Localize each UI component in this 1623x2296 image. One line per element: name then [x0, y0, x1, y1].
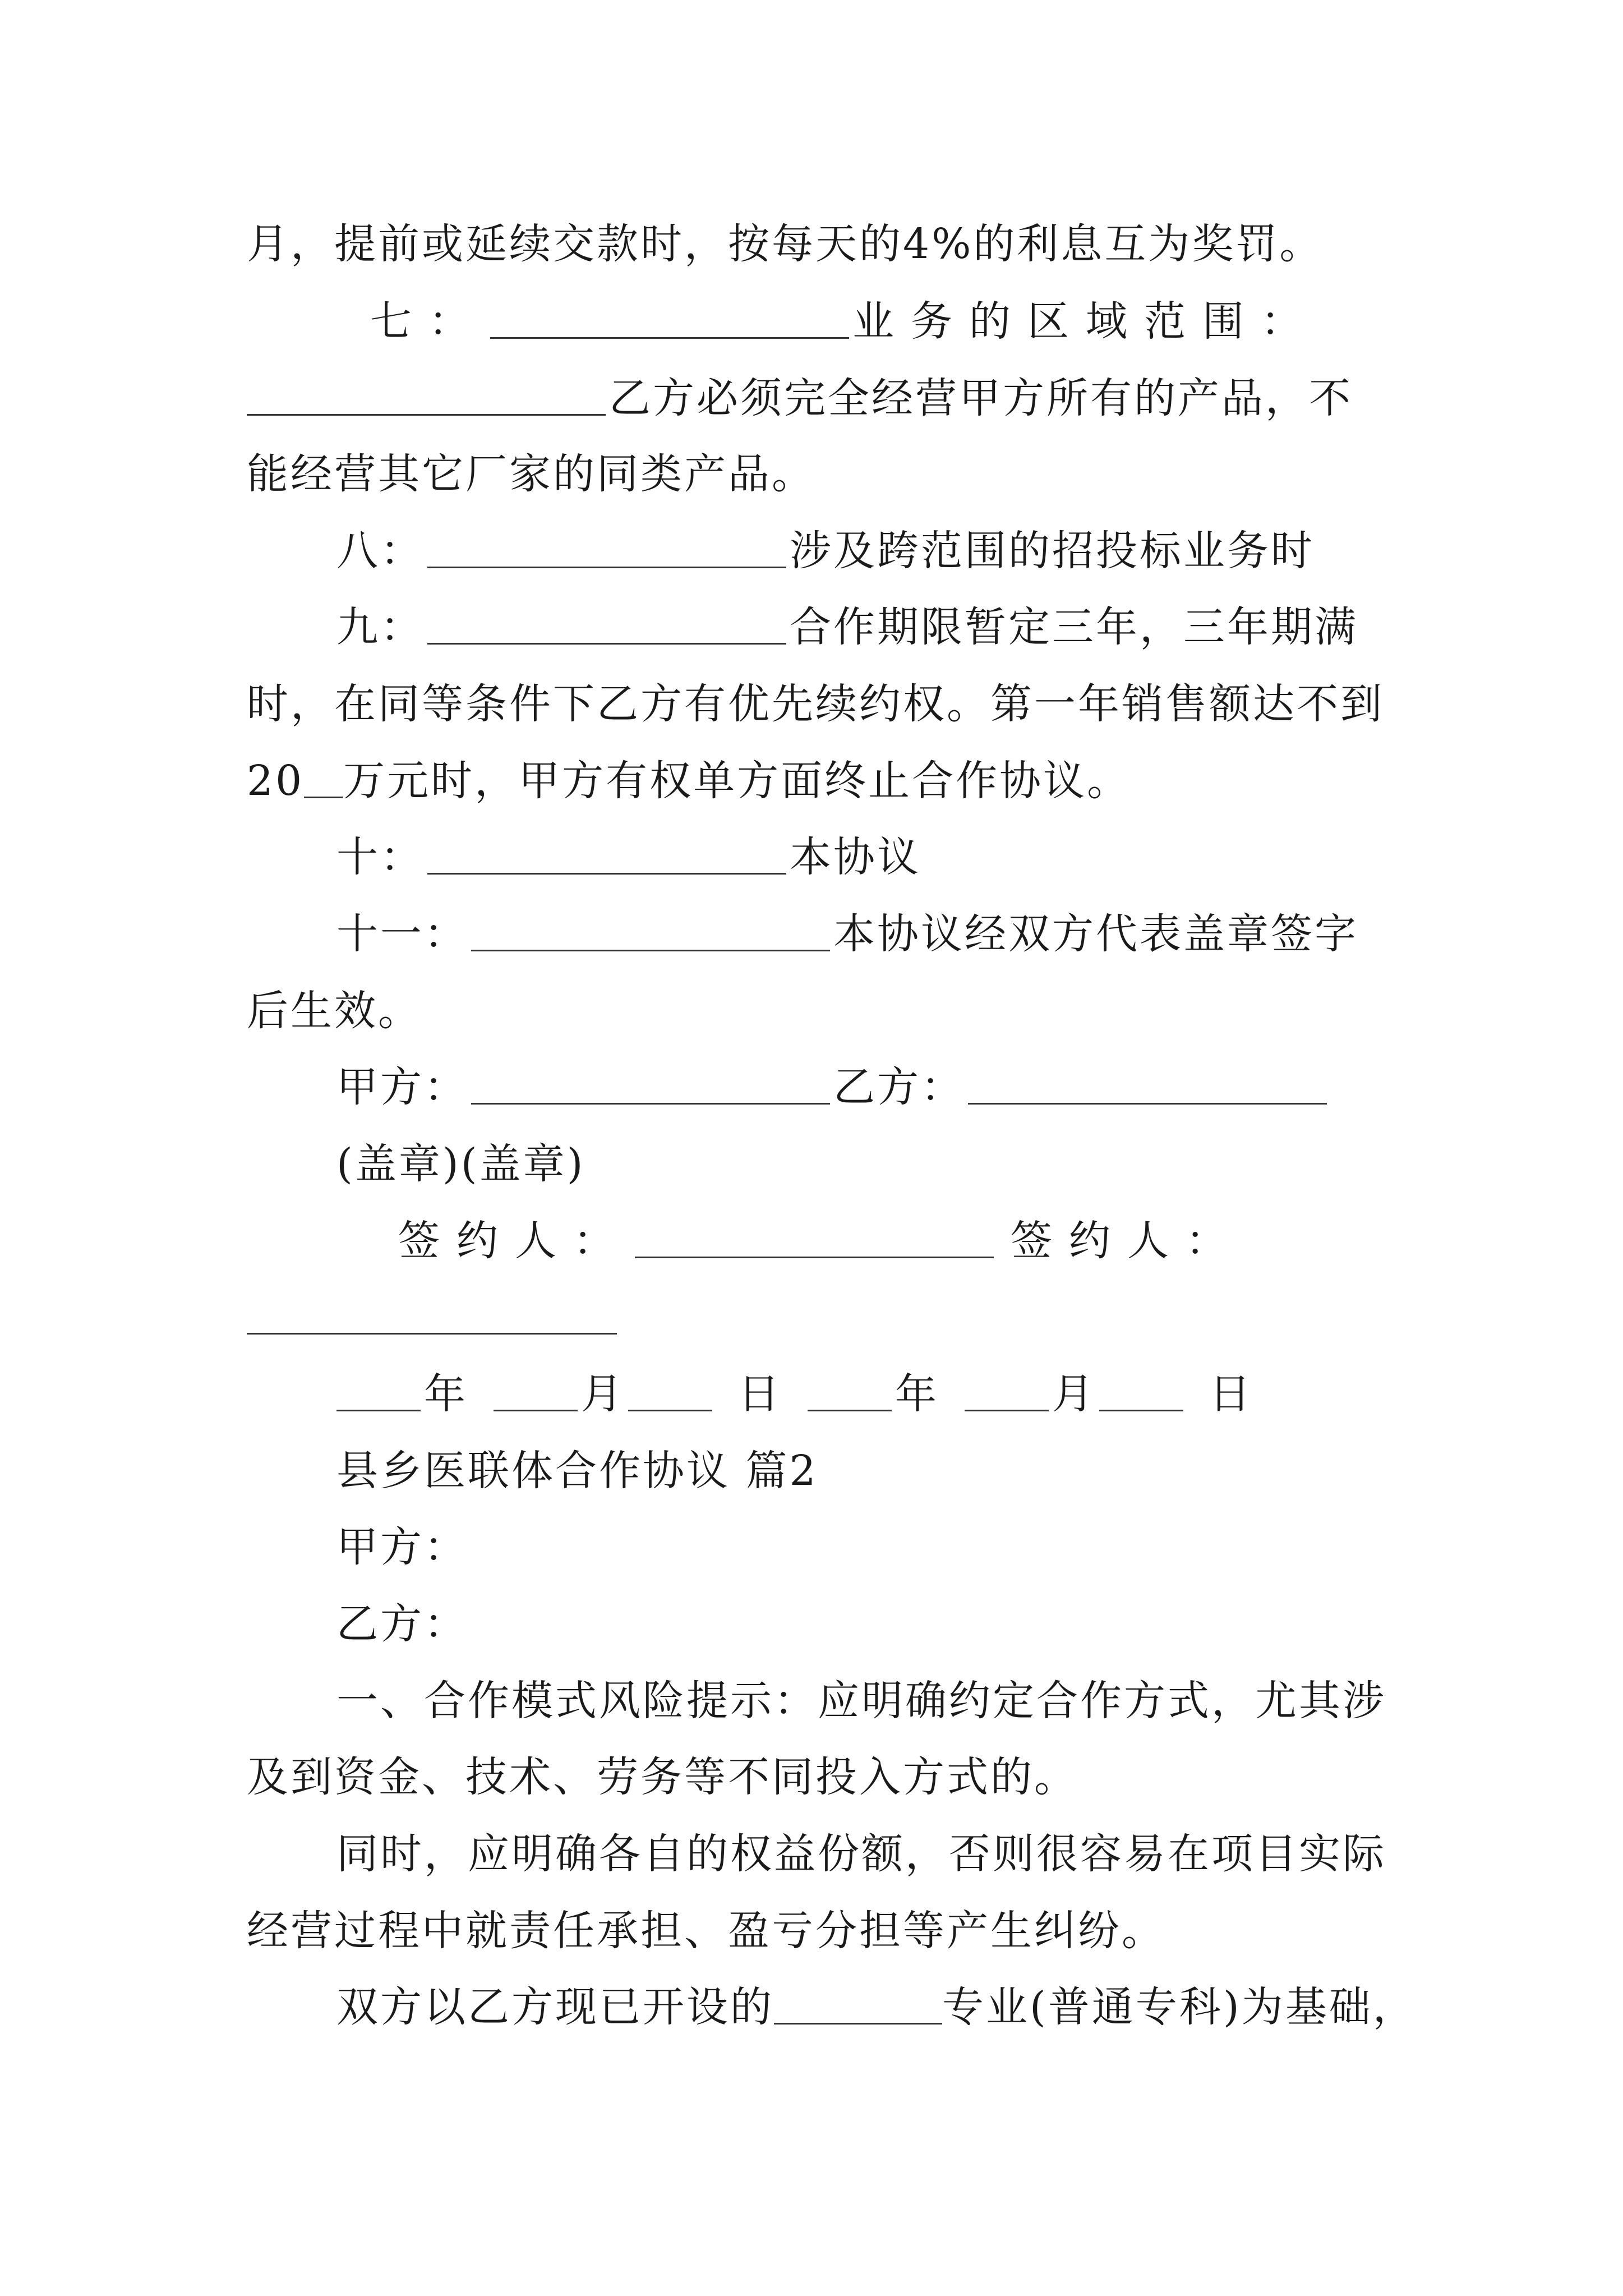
text-line [247, 446, 1391, 502]
year-label: 年 [895, 1370, 939, 1418]
text: 月，提前或延续交款时，按每天的4%的利息互为奖罚。 [247, 220, 1324, 268]
text: 经营过程中就责任承担、盈亏分担等产生纠纷。 [247, 1907, 1165, 1955]
party-b-line [336, 1596, 1391, 1652]
text: 甲方： [336, 1523, 468, 1571]
fill-blank [490, 296, 849, 339]
month-label: 月 [581, 1370, 625, 1418]
text: 及到资金、技术、劳务等不同投入方式的。 [247, 1753, 1078, 1801]
seal-line [336, 1136, 1391, 1192]
text: 一、合作模式风险提示：应明确约定合作方式，尤其涉 [336, 1677, 1386, 1725]
signatory-label: 签约人： [398, 1217, 631, 1265]
text: 合作期限暂定三年，三年期满 [790, 603, 1358, 651]
fill-blank [774, 1981, 942, 2024]
text-line [247, 753, 1391, 809]
text: 时，在同等条件下乙方有优先续约权。第一年销售额达不到 [247, 680, 1384, 728]
text: 同时，应明确各自的权益份额，否则很容易在项目实际 [336, 1830, 1386, 1878]
text-line [247, 1903, 1391, 1959]
fill-blank [965, 1368, 1049, 1411]
text: 涉及跨范围的招投标业务时 [790, 527, 1315, 575]
text: 万元时，甲方有权单方面终止合作协议。 [343, 757, 1131, 805]
clause-number: 十： [336, 833, 424, 881]
text: 本协议经双方代表盖章签字 [833, 910, 1358, 958]
fill-blank [494, 1368, 578, 1411]
month-label: 月 [1052, 1370, 1096, 1418]
text-line [247, 370, 1391, 426]
fill-blank [336, 1368, 421, 1411]
date-line [336, 1366, 1391, 1422]
text-line [336, 1826, 1391, 1882]
clause-eleven-line [336, 906, 1391, 962]
text: 双方以乙方现已开设的 [336, 1983, 774, 2031]
party-a-label: 甲方： [336, 1063, 468, 1111]
signatory-line [398, 1213, 1453, 1269]
year-label: 年 [424, 1370, 468, 1418]
text: 能经营其它厂家的同类产品。 [247, 450, 815, 498]
fill-blank [808, 1368, 892, 1411]
section-title [336, 1443, 1391, 1499]
day-label: 日 [1209, 1370, 1253, 1418]
clause-number: 七： [370, 297, 487, 346]
fill-blank [968, 1061, 1327, 1105]
text: 乙方： [336, 1600, 468, 1648]
clause-nine-line [336, 599, 1391, 655]
clause-number: 八： [336, 527, 424, 575]
text: 业务的区域范围： [852, 297, 1319, 346]
text: (盖章)(盖章) [336, 1140, 585, 1188]
fill-blank [427, 601, 786, 645]
fill-blank [1099, 1368, 1183, 1411]
party-a-line [336, 1519, 1391, 1575]
fill-blank [427, 525, 786, 568]
party-line [336, 1059, 1391, 1115]
clause-seven-line [370, 293, 1424, 349]
fill-blank [304, 755, 343, 798]
fill-blank [427, 831, 786, 875]
text-line [336, 1979, 1417, 2035]
fill-blank [471, 908, 830, 951]
text-line [247, 983, 1391, 1039]
fill-blank [635, 1215, 994, 1258]
text-line [247, 1749, 1391, 1805]
clause-number: 九： [336, 603, 424, 651]
fill-blank [471, 1061, 830, 1105]
day-label: 日 [738, 1370, 782, 1418]
clause-number: 十一： [336, 910, 468, 958]
clause-ten-line [336, 829, 1391, 885]
signature-blank-line [247, 1289, 1391, 1345]
text: 本协议 [790, 833, 921, 881]
text: 县乡医联体合作协议 篇2 [336, 1447, 818, 1495]
text: 20 [247, 757, 305, 805]
text-line [336, 1673, 1391, 1729]
text: 专业(普通专科)为基础， [942, 1983, 1417, 2031]
clause-eight-line [336, 523, 1391, 579]
party-b-label: 乙方： [833, 1063, 965, 1111]
text: 后生效。 [247, 987, 422, 1035]
fill-blank [628, 1368, 712, 1411]
text-line [247, 676, 1391, 732]
signatory-label: 签约人： [1011, 1217, 1244, 1265]
text: 乙方必须完全经营甲方所有的产品，不 [609, 374, 1353, 422]
fill-blank [247, 372, 606, 416]
fill-blank [247, 1291, 617, 1335]
text-line [247, 216, 1391, 272]
